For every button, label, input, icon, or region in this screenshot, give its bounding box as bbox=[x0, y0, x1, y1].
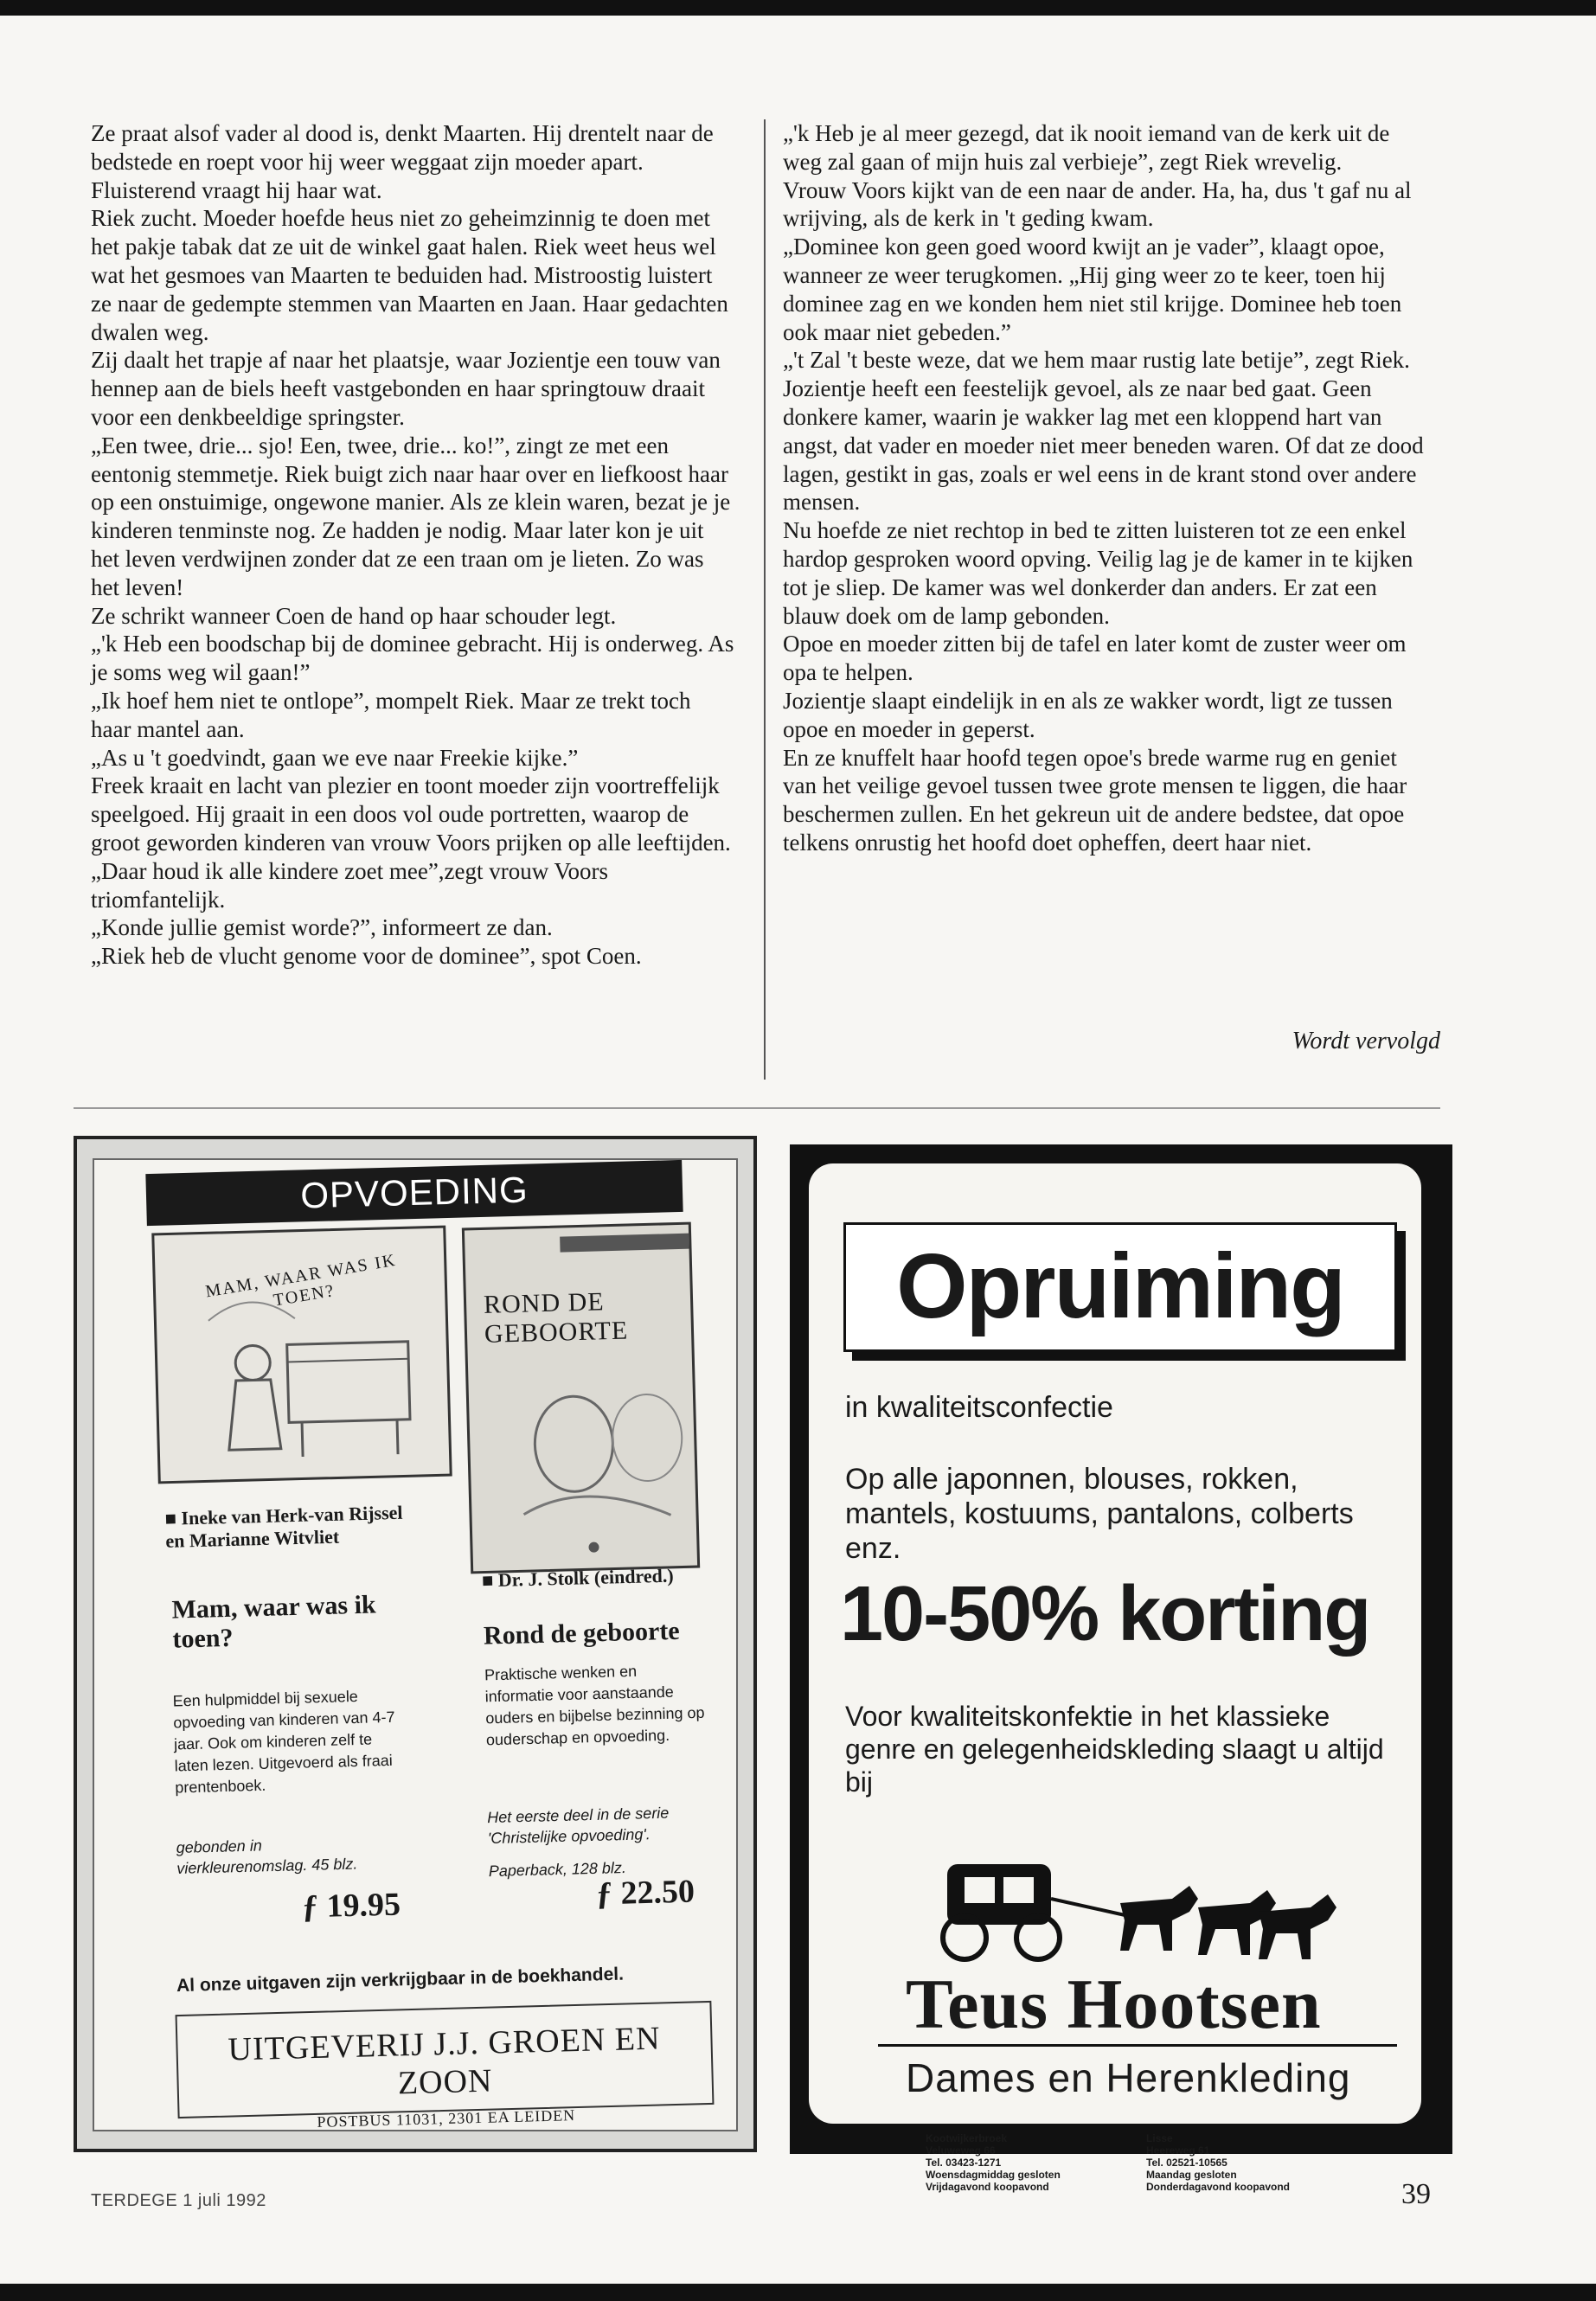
store-name-underline bbox=[878, 2044, 1397, 2047]
paragraph: Riek zucht. Moeder hoefde heus niet zo geheimzinnig te doen met het pakje tabak dat ze uit de winkel gaat halen. Riek weet heus wel wat het gesmoes van Maarten te beduiden had. Mistroostig luistert ze naar de gedempte stemmen van Maarten en Jaan. Haar gedachten dwalen weg. bbox=[91, 205, 728, 345]
paragraph: Zij daalt het trapje af naar het plaatsje, waar Jozientje een touw van hennep aan de biels heeft vastgebonden en haar springtouw draait voor een denkbeeldige springster. bbox=[91, 347, 721, 430]
paragraph: „Dominee kon geen goed woord kwijt an je vader”, klaagt opoe, wanneer ze weer terugkomen. „Hij ging weer zo te keer, toen hij dominee zag en we konden hem niet stil krijge. Dominee heb toen ook maar niet gebeden.” bbox=[783, 234, 1402, 345]
article-column-left bbox=[91, 119, 735, 971]
book-description: Praktische wenken en informatie voor aanstaande ouders en bijbelse bezinning op ouderschap en opvoeding. bbox=[484, 1662, 705, 1749]
book-cover-mam bbox=[151, 1226, 452, 1484]
paragraph: „Ik hoef hem niet te ontlope”, mompelt Riek. Maar ze trekt toch haar mantel aan. bbox=[91, 687, 691, 742]
store-address-kootwijkerbroek: Kootwijkerbroek Veluweweg 66 Tel. 03423-1271 Woensdagmiddag gesloten Vrijdagavond koopavond bbox=[926, 2132, 1061, 2193]
paragraph: Ze schrikt wanneer Coen de hand op haar schouder legt. bbox=[91, 602, 617, 629]
top-edge bbox=[0, 0, 1596, 16]
paragraph: „'k Heb je al meer gezegd, dat ik nooit iemand van de kerk uit de weg zal gaan of mijn huis zal verbieje”, zegt Riek wrevelig. bbox=[783, 120, 1390, 175]
issue-footer: TERDEGE 1 juli 1992 bbox=[91, 2191, 266, 2210]
publisher-box bbox=[176, 2001, 715, 2131]
child-at-piano-illustration bbox=[154, 1228, 452, 1484]
paragraph: Jozientje slaapt eindelijk in en als ze wakker wordt, ligt ze tussen opoe en moeder in geperst. bbox=[783, 687, 1393, 742]
store-subtitle: Dames en Herenkleding bbox=[906, 2055, 1351, 2100]
paragraph: Jozientje heeft een feestelijk gevoel, als ze naar bed gaat. Geen donkere kamer, waarin je wakker lag met een kloppend hart van angst, dat vader en moeder niet meer beneden waren. Of dat ze dood lagen, gestikt in gas, zoals er wel eens in de krant stond over andere mensen. bbox=[783, 375, 1424, 516]
mother-child-illustration bbox=[465, 1225, 700, 1574]
paragraph: En ze knuffelt haar hoofd tegen opoe's brede warme rug en geniet van het veilige gevoel tussen twee grote mensen te liggen, die haar beschermen zullen. En het gekreun uit de andere bedstee, dat opoe telkens onrustig het hoofd doet opheffen, deert haar niet. bbox=[783, 744, 1407, 856]
publisher-name: UITGEVERIJ J.J. GROEN EN ZOON bbox=[228, 2020, 662, 2102]
paragraph: „Een twee, drie... sjo! Een, twee, drie... ko!”, zingt ze met een eentonig stemmetje. Riek buigt zich naar haar over en liefkoost haar op een onstuimige, ongewone manier. Als ze klein waren, bezat je je kinderen tenminste nog. Ze hadden je nodig. Maar later kon je uit het leven verdwijnen zonder dat ze een traan om je lieten. Zo was het leven! bbox=[91, 432, 731, 600]
column-divider bbox=[764, 119, 766, 1080]
book-price: ƒ 19.95 bbox=[301, 1886, 401, 1926]
magazine-page bbox=[0, 16, 1596, 2284]
advert-opruiming bbox=[790, 1144, 1452, 2193]
paragraph: Vrouw Voors kijkt van de een naar de ander. Ha, ha, dus 't gaf nu al wrijving, als de kerk in 't geding kwam. bbox=[783, 176, 1412, 232]
paragraph: Ze praat alsof vader al dood is, denkt Maarten. Hij drentelt naar de bedstede en roept voor hij weer weggaat zijn moeder apart. Fluisterend vraagt hij haar wat. bbox=[91, 120, 714, 203]
store-address-lisse: Lisse Heereweg 61 Tel. 02521-10565 Maandag gesloten Donderdagavond koopavond bbox=[1146, 2132, 1291, 2193]
bottom-edge bbox=[0, 2284, 1596, 2301]
book-series-note bbox=[487, 1802, 696, 1881]
paragraph: „Riek heb de vlucht genome voor de dominee”, spot Coen. bbox=[91, 943, 642, 970]
discount-text: 10-50% korting bbox=[840, 1571, 1370, 1657]
book-cover-rond bbox=[462, 1222, 700, 1574]
book-author: ■ Dr. J. Stolk (eindred.) bbox=[481, 1564, 674, 1592]
book-author: ■ Ineke van Herk-van Rijssel en Marianne Witvliet bbox=[164, 1501, 403, 1552]
book-cover-title: MAM, WAAR WAS IK TOEN? bbox=[203, 1250, 398, 1311]
headline: Opruiming bbox=[896, 1235, 1344, 1337]
subheadline: in kwaliteitsconfectie bbox=[845, 1391, 1113, 1424]
advert-banner: OPVOEDING bbox=[145, 1160, 683, 1226]
paragraph: „Konde jullie gemist worde?”, informeert ze dan. bbox=[91, 914, 553, 941]
paragraph: „As u 't goedvindt, gaan we eve naar Freekie kijke.” bbox=[91, 744, 579, 771]
paragraph: Opoe en moeder zitten bij de tafel en later komt de zuster weer om opa te helpen. bbox=[783, 631, 1407, 686]
horse-carriage-icon bbox=[913, 1838, 1345, 1968]
advert-opvoeding bbox=[74, 1136, 757, 2152]
section-divider bbox=[74, 1107, 1440, 1109]
book-title: Mam, waar was ik toen? bbox=[171, 1590, 377, 1654]
book-cover-title: ROND DE GEBOORTE bbox=[483, 1287, 629, 1349]
paragraph: „'k Heb een boodschap bij de dominee gebracht. Hij is onderweg. As je soms weg wil gaan!” bbox=[91, 631, 734, 686]
paragraph: „'t Zal 't beste weze, dat we hem maar rustig late betije”, zegt Riek. bbox=[783, 347, 1410, 374]
series-note-text: Het eerste deel in de serie 'Christelijke opvoeding'. bbox=[486, 1804, 670, 1848]
book-title: Rond de geboorte bbox=[483, 1616, 681, 1650]
headline-box bbox=[843, 1222, 1397, 1352]
publisher-address: POSTBUS 11031, 2301 EA LEIDEN bbox=[317, 2106, 576, 2131]
paragraph: „Daar houd ik alle kindere zoet mee”,zegt vrouw Voors triomfantelijk. bbox=[91, 857, 609, 913]
article-column-right bbox=[783, 119, 1427, 857]
description-text: Voor kwaliteitskonfektie in het klassieke genre en gelegenheidskleding slaagt u altijd bij bbox=[845, 1701, 1384, 1798]
page-number: 39 bbox=[1401, 2178, 1431, 2210]
availability-note: Al onze uitgaven zijn verkrijgbaar in de boekhandel. bbox=[176, 1964, 625, 1997]
items-text: Op alle japonnen, blouses, rokken, mantels, kostuums, pantalons, colberts enz. bbox=[845, 1463, 1354, 1565]
book-price: ƒ 22.50 bbox=[595, 1873, 695, 1913]
paragraph: Nu hoefde ze niet rechtop in bed te zitten luisteren tot ze een enkel hardop gesproken woord opving. Veilig lag je de kamer in te kijken tot je sliep. De kamer was wel donkerder dan anders. Er zat een blauw doek om de lamp gebonden. bbox=[783, 517, 1413, 629]
book-binding: gebonden in vierkleurenomslag. 45 blz. bbox=[176, 1836, 358, 1878]
advert-frame bbox=[809, 1163, 1421, 2193]
continued-note: Wordt vervolgd bbox=[1292, 1028, 1440, 1054]
book-description: Een hulpmiddel bij sexuele opvoeding van kinderen van 4-7 jaar. Ook om kinderen zelf te laten lezen. Uitgevoerd als fraai prentenboek. bbox=[172, 1687, 395, 1797]
store-name: Teus Hootsen bbox=[906, 1965, 1322, 2043]
advert-frame bbox=[93, 1158, 738, 2131]
book-binding: Paperback, 128 blz. bbox=[488, 1858, 627, 1881]
paragraph: Freek kraait en lacht van plezier en toont moeder zijn voortreffelijk speelgoed. Hij graait in een doos vol oude portretten, waarop de groot geworden kinderen van vrouw Voors prijken op alle leeftijden. bbox=[91, 772, 731, 856]
